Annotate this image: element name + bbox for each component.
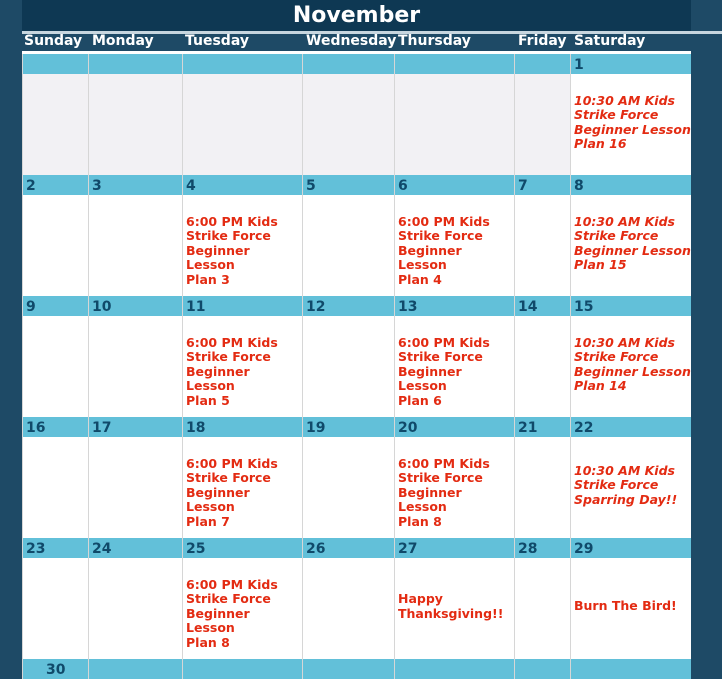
day-cell[interactable]: [514, 296, 570, 417]
day-number: 22: [574, 420, 594, 436]
event-label[interactable]: 10:30 AM Kids Strike Force Sparring Day!!: [574, 462, 678, 507]
day-cell[interactable]: [302, 417, 394, 538]
day-number: 21: [518, 420, 538, 436]
day-cell[interactable]: [570, 296, 691, 417]
day-number: 7: [518, 178, 528, 194]
event-label[interactable]: 6:00 PM Kids Strike Force Beginner Lesson Plan 8: [186, 576, 278, 650]
day-number: 3: [92, 178, 102, 194]
event-label[interactable]: 6:00 PM Kids Strike Force Beginner Lesson Plan 8: [398, 455, 490, 529]
weekday-tuesday: Tuesday: [185, 33, 249, 49]
event-label[interactable]: 6:00 PM Kids Strike Force Beginner Lesson Plan 7: [186, 455, 278, 529]
empty-day-cell: [22, 54, 88, 175]
day-number: 25: [186, 541, 206, 557]
empty-day-cell: [570, 659, 691, 679]
day-cell[interactable]: [514, 175, 570, 296]
day-cell[interactable]: [570, 538, 691, 659]
day-cell[interactable]: [302, 538, 394, 659]
weekday-wednesday: Wednesday: [306, 33, 397, 49]
day-number: 17: [92, 420, 112, 436]
day-cell[interactable]: [394, 417, 514, 538]
day-number: 13: [398, 299, 418, 315]
day-number: 11: [186, 299, 206, 315]
day-number: 16: [26, 420, 46, 436]
day-number: 10: [92, 299, 112, 315]
day-cell[interactable]: [570, 54, 691, 175]
day-number: 26: [306, 541, 326, 557]
day-cell[interactable]: [88, 175, 182, 296]
event-label[interactable]: 10:30 AM Kids Strike Force Beginner Lesson Plan 14: [574, 334, 691, 393]
day-number: 14: [518, 299, 538, 315]
empty-day-cell: [302, 659, 394, 679]
event-label[interactable]: Happy Thanksgiving!!: [398, 591, 504, 621]
day-number: 2: [26, 178, 36, 194]
day-cell[interactable]: [182, 296, 302, 417]
day-cell[interactable]: [514, 538, 570, 659]
month-title: November: [22, 0, 691, 31]
day-number: 12: [306, 299, 326, 315]
day-cell[interactable]: [182, 417, 302, 538]
day-number: 15: [574, 299, 594, 315]
empty-day-cell: [88, 659, 182, 679]
weekday-sunday: Sunday: [24, 33, 83, 49]
event-label[interactable]: 10:30 AM Kids Strike Force Beginner Lesson Plan 15: [574, 213, 691, 272]
empty-day-cell: [514, 54, 570, 175]
day-cell[interactable]: [570, 417, 691, 538]
day-cell[interactable]: [514, 417, 570, 538]
day-number: 6: [398, 178, 408, 194]
day-cell[interactable]: [88, 296, 182, 417]
day-cell[interactable]: [22, 659, 88, 679]
day-cell[interactable]: [22, 296, 88, 417]
event-label[interactable]: 6:00 PM Kids Strike Force Beginner Lesson Plan 5: [186, 334, 278, 408]
day-cell[interactable]: [88, 417, 182, 538]
weekday-saturday: Saturday: [574, 33, 646, 49]
day-cell[interactable]: [22, 417, 88, 538]
day-number: 24: [92, 541, 112, 557]
weekday-friday: Friday: [518, 33, 567, 49]
day-cell[interactable]: [570, 175, 691, 296]
day-cell[interactable]: [394, 296, 514, 417]
day-number: 27: [398, 541, 418, 557]
empty-day-cell: [182, 54, 302, 175]
day-number: 4: [186, 178, 196, 194]
day-number: 28: [518, 541, 538, 557]
empty-day-cell: [514, 659, 570, 679]
day-number: 9: [26, 299, 36, 315]
event-label[interactable]: 6:00 PM Kids Strike Force Beginner Lesson Plan 6: [398, 334, 490, 408]
weekday-monday: Monday: [92, 33, 154, 49]
day-number: 29: [574, 541, 594, 557]
day-number: 23: [26, 541, 46, 557]
day-cell[interactable]: [394, 175, 514, 296]
day-cell[interactable]: [182, 538, 302, 659]
day-cell[interactable]: [88, 538, 182, 659]
day-number: 18: [186, 420, 206, 436]
event-label[interactable]: Burn The Bird!: [574, 598, 677, 614]
day-cell[interactable]: [182, 175, 302, 296]
day-number: 8: [574, 178, 584, 194]
day-number: 5: [306, 178, 316, 194]
day-cell[interactable]: [302, 296, 394, 417]
event-label[interactable]: 6:00 PM Kids Strike Force Beginner Lesson Plan 4: [398, 213, 490, 287]
event-label[interactable]: 6:00 PM Kids Strike Force Beginner Lesson Plan 3: [186, 213, 278, 287]
day-number: 20: [398, 420, 418, 436]
day-cell[interactable]: [302, 175, 394, 296]
day-cell[interactable]: [22, 175, 88, 296]
day-number: 1: [574, 57, 584, 73]
calendar: [22, 0, 691, 678]
day-number: 19: [306, 420, 326, 436]
day-number: 30: [46, 662, 66, 678]
day-cell[interactable]: [22, 538, 88, 659]
empty-day-cell: [394, 659, 514, 679]
empty-day-cell: [302, 54, 394, 175]
empty-day-cell: [88, 54, 182, 175]
day-cell[interactable]: [394, 538, 514, 659]
weekday-thursday: Thursday: [398, 33, 471, 49]
empty-day-cell: [182, 659, 302, 679]
empty-day-cell: [394, 54, 514, 175]
event-label[interactable]: 10:30 AM Kids Strike Force Beginner Lesson Plan 16: [574, 92, 691, 151]
